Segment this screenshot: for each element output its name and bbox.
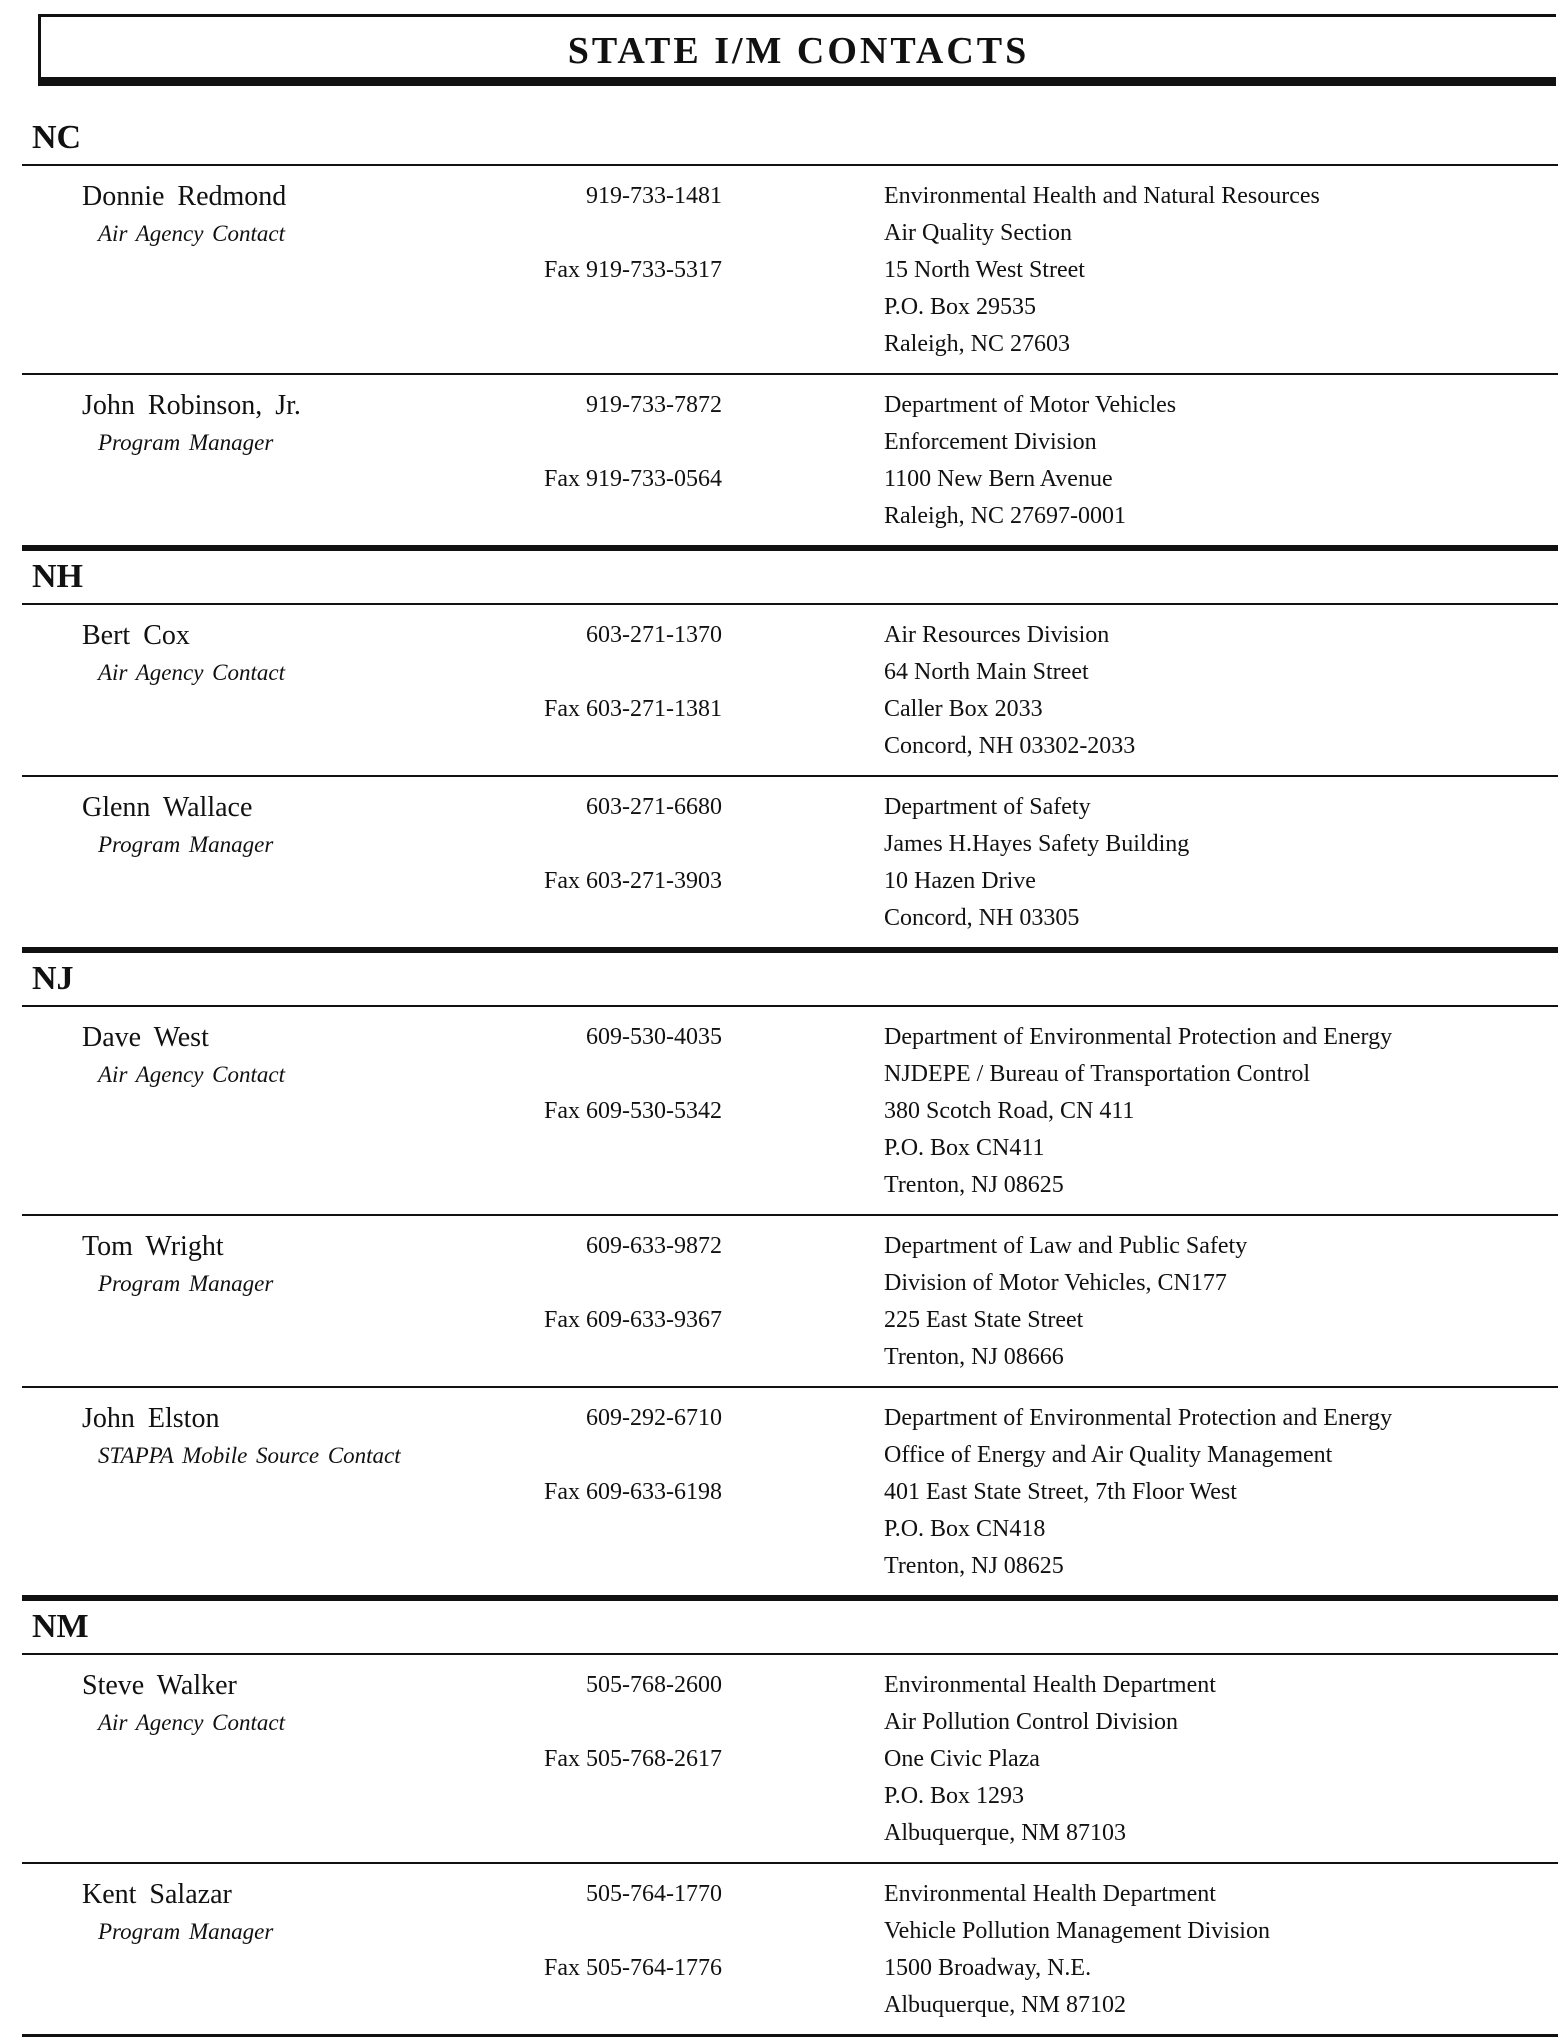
contact-address [884, 1228, 1558, 1376]
contact-entry [22, 1216, 1558, 1388]
fax-number: Fax 603-271-3903 [544, 868, 722, 894]
phone-number: 609-292-6710 [586, 1405, 722, 1431]
address-line: 15 North West Street [884, 257, 1085, 283]
contact-role: Air Agency Contact [98, 660, 285, 685]
contact-role: Air Agency Contact [98, 1710, 285, 1735]
contact-phone-column [442, 387, 722, 498]
contact-address [884, 1667, 1558, 1852]
contact-name: Donnie Redmond [82, 181, 287, 212]
contacts-list [22, 112, 1558, 2037]
address-line: 380 Scotch Road, CN 411 [884, 1098, 1135, 1124]
address-line: Environmental Health Department [884, 1672, 1216, 1698]
state-heading: NJ [22, 953, 1558, 1007]
contact-address [884, 1876, 1558, 2024]
contact-name: John Elston [82, 1403, 220, 1434]
contact-address [884, 387, 1558, 535]
state-section [22, 112, 1558, 551]
contact-entry [22, 605, 1558, 777]
address-line: Trenton, NJ 08666 [884, 1344, 1064, 1370]
page-title: STATE I/M CONTACTS [567, 30, 1030, 72]
spacer [442, 215, 722, 252]
contact-phone-column [442, 1019, 722, 1130]
contact-role: Air Agency Contact [98, 1062, 285, 1087]
contact-phone-column [442, 1228, 722, 1339]
contact-role: Program Manager [98, 430, 274, 455]
state-section [22, 953, 1558, 1601]
address-line: Department of Motor Vehicles [884, 392, 1177, 418]
address-line: Department of Law and Public Safety [884, 1233, 1248, 1259]
fax-number: Fax 603-271-1381 [544, 696, 722, 722]
address-line: Raleigh, NC 27697-0001 [884, 503, 1126, 529]
address-line: Trenton, NJ 08625 [884, 1553, 1064, 1579]
contact-address [884, 178, 1558, 363]
spacer [442, 826, 722, 863]
address-line: 1500 Broadway, N.E. [884, 1955, 1092, 1981]
address-line: Enforcement Division [884, 429, 1097, 455]
contact-phone-column [442, 178, 722, 289]
contact-name: Glenn Wallace [82, 792, 253, 823]
address-line: P.O. Box 29535 [884, 294, 1037, 320]
contact-entry [22, 1655, 1558, 1864]
address-line: James H.Hayes Safety Building [884, 831, 1190, 857]
address-line: Department of Safety [884, 794, 1091, 820]
state-heading: NC [22, 112, 1558, 166]
contact-name: Kent Salazar [82, 1879, 232, 1910]
contact-role: Program Manager [98, 1919, 274, 1944]
state-heading: NM [22, 1601, 1558, 1655]
address-line: Albuquerque, NM 87103 [884, 1820, 1126, 1846]
state-section [22, 1601, 1558, 2037]
address-line: 10 Hazen Drive [884, 868, 1036, 894]
fax-number: Fax 505-768-2617 [544, 1746, 722, 1772]
contact-phone-column [442, 1667, 722, 1778]
address-line: 1100 New Bern Avenue [884, 466, 1113, 492]
spacer [442, 424, 722, 461]
address-line: 401 East State Street, 7th Floor West [884, 1479, 1237, 1505]
state-section [22, 551, 1558, 953]
address-line: One Civic Plaza [884, 1746, 1040, 1772]
contact-address [884, 789, 1558, 937]
contact-name: Steve Walker [82, 1670, 237, 1701]
address-line: NJDEPE / Bureau of Transportation Control [884, 1061, 1310, 1087]
phone-number: 603-271-1370 [586, 622, 722, 648]
contact-entry [22, 166, 1558, 375]
spacer [442, 1056, 722, 1093]
fax-number: Fax 505-764-1776 [544, 1955, 722, 1981]
address-line: Division of Motor Vehicles, CN177 [884, 1270, 1227, 1296]
phone-number: 505-764-1770 [586, 1881, 722, 1907]
fax-number: Fax 919-733-0564 [544, 466, 722, 492]
contact-entry [22, 375, 1558, 545]
contact-address [884, 1019, 1558, 1204]
phone-number: 919-733-1481 [586, 183, 722, 209]
fax-number: Fax 919-733-5317 [544, 257, 722, 283]
phone-number: 603-271-6680 [586, 794, 722, 820]
fax-number: Fax 609-633-9367 [544, 1307, 722, 1333]
address-line: Air Resources Division [884, 622, 1110, 648]
state-heading: NH [22, 551, 1558, 605]
address-line: 64 North Main Street [884, 659, 1089, 685]
title-box [38, 14, 1556, 86]
fax-number: Fax 609-530-5342 [544, 1098, 722, 1124]
contact-address [884, 1400, 1558, 1585]
contact-phone-column [442, 789, 722, 900]
contact-address [884, 617, 1558, 765]
spacer [442, 654, 722, 691]
address-line: Air Quality Section [884, 220, 1072, 246]
contact-role: STAPPA Mobile Source Contact [98, 1443, 401, 1468]
contact-name: Tom Wright [82, 1231, 224, 1262]
address-line: Department of Environmental Protection and Energy [884, 1024, 1393, 1050]
address-line: Trenton, NJ 08625 [884, 1172, 1064, 1198]
address-line: Department of Environmental Protection and Energy [884, 1405, 1393, 1431]
contact-phone-column [442, 617, 722, 728]
contact-role: Air Agency Contact [98, 221, 285, 246]
phone-number: 919-733-7872 [586, 392, 722, 418]
contact-phone-column [442, 1876, 722, 1987]
phone-number: 505-768-2600 [586, 1672, 722, 1698]
address-line: Raleigh, NC 27603 [884, 331, 1070, 357]
address-line: Environmental Health Department [884, 1881, 1216, 1907]
address-line: P.O. Box CN418 [884, 1516, 1046, 1542]
address-line: Concord, NH 03302-2033 [884, 733, 1136, 759]
contact-name: Dave West [82, 1022, 209, 1053]
address-line: 225 East State Street [884, 1307, 1084, 1333]
spacer [442, 1265, 722, 1302]
contact-phone-column [442, 1400, 722, 1511]
contact-name: Bert Cox [82, 620, 190, 651]
fax-number: Fax 609-633-6198 [544, 1479, 722, 1505]
contact-name: John Robinson, Jr. [82, 390, 301, 421]
contact-entry [22, 1388, 1558, 1595]
spacer [442, 1437, 722, 1474]
address-line: Air Pollution Control Division [884, 1709, 1179, 1735]
address-line: Albuquerque, NM 87102 [884, 1992, 1126, 2018]
contact-entry [22, 1864, 1558, 2034]
spacer [442, 1913, 722, 1950]
contact-role: Program Manager [98, 1271, 274, 1296]
contact-entry [22, 1007, 1558, 1216]
contact-role: Program Manager [98, 832, 274, 857]
address-line: Environmental Health and Natural Resources [884, 183, 1320, 209]
address-line: P.O. Box CN411 [884, 1135, 1045, 1161]
phone-number: 609-633-9872 [586, 1233, 722, 1259]
address-line: P.O. Box 1293 [884, 1783, 1025, 1809]
spacer [442, 1704, 722, 1741]
address-line: Caller Box 2033 [884, 696, 1043, 722]
address-line: Office of Energy and Air Quality Management [884, 1442, 1333, 1468]
phone-number: 609-530-4035 [586, 1024, 722, 1050]
contact-entry [22, 777, 1558, 947]
address-line: Concord, NH 03305 [884, 905, 1080, 931]
address-line: Vehicle Pollution Management Division [884, 1918, 1270, 1944]
